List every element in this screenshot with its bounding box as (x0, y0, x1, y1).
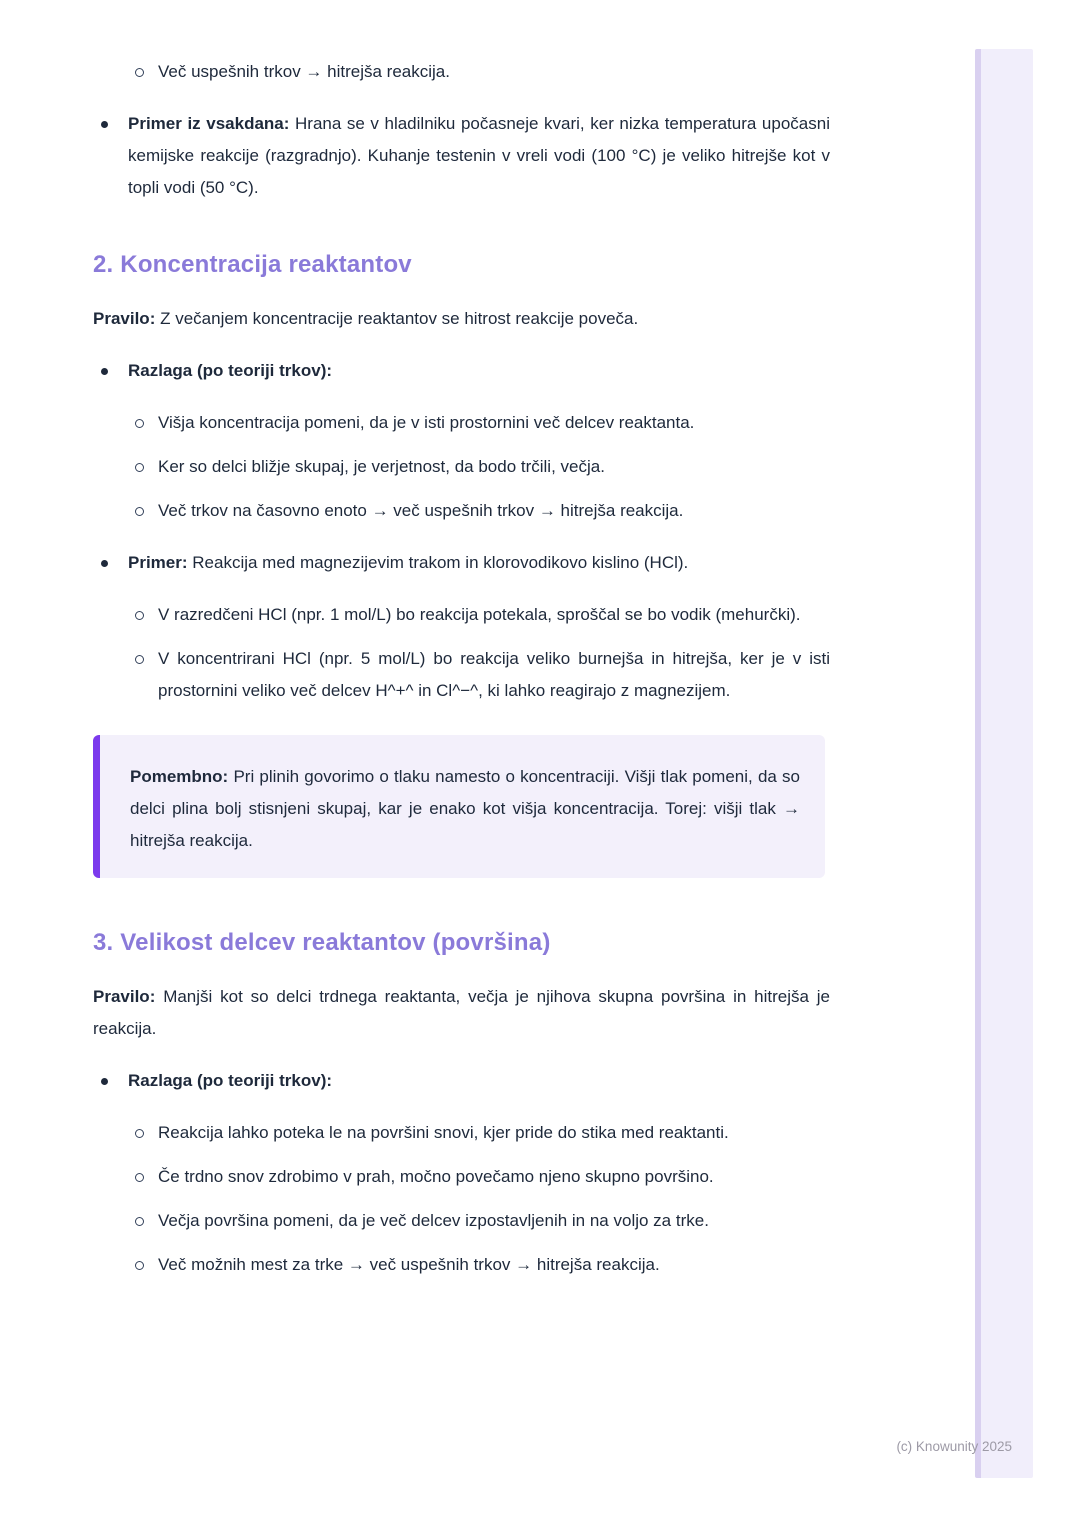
circle-bullet-icon (93, 1161, 158, 1193)
circle-bullet-icon (93, 599, 158, 631)
list-item (93, 407, 830, 439)
circle-bullet-icon (93, 643, 158, 675)
callout-body: Pri plinih govorimo o tlaku namesto o koncentraciji. Višji tlak pomeni, da so delci plina bolj stisnjeni skupaj, kar je enako kot višja koncentracija. Torej: višji tlak → hitrejša reakcija. (130, 767, 800, 850)
list-item (93, 355, 830, 387)
watermark: (c) Knowunity 2025 (896, 1439, 1012, 1454)
list-item-text: Več možnih mest za trke → več uspešnih trkov → hitrejša reakcija. (158, 1255, 660, 1274)
list-item-text: Višja koncentracija pomeni, da je v isti prostornini več delcev reaktanta. (158, 413, 695, 432)
rule-text: Manjši kot so delci trdnega reaktanta, večja je njihova skupna površina in hitrejša je reakcija. (93, 987, 830, 1038)
rule-label: Pravilo: (93, 309, 156, 328)
callout-text (130, 761, 800, 857)
list-item-text: Reakcija lahko poteka le na površini snovi, kjer pride do stika med reaktanti. (158, 1123, 729, 1142)
list-item (93, 1065, 830, 1097)
section-2-heading: 2. Koncentracija reaktantov (93, 251, 412, 278)
list-item (93, 643, 830, 707)
list-item (93, 547, 830, 579)
list-item (93, 495, 830, 527)
document-content (93, 56, 830, 1293)
rule-paragraph (93, 981, 830, 1045)
example-label: Primer iz vsakdana: (128, 114, 290, 133)
list-item-text: V razredčeni HCl (npr. 1 mol/L) bo reakcija potekala, sproščal se bo vodik (mehurčki). (158, 605, 801, 624)
page-edge-stripe (975, 49, 1033, 1478)
callout-label: Pomembno: (130, 767, 229, 786)
explanation-label: Razlaga (po teoriji trkov): (128, 1071, 333, 1090)
rule-paragraph (93, 303, 830, 335)
list-item (93, 108, 830, 204)
list-item (93, 599, 830, 631)
list-item-text: V koncentrirani HCl (npr. 5 mol/L) bo reakcija veliko burnejša in hitrejša, ker je v isti prostornini veliko več delcev H^+^ in Cl^−^, ki lahko reagirajo z magnezijem. (158, 649, 830, 700)
circle-bullet-icon (93, 56, 158, 88)
list-item (93, 1117, 830, 1149)
list-item (93, 451, 830, 483)
circle-bullet-icon (93, 1117, 158, 1149)
circle-bullet-icon (93, 1205, 158, 1237)
list-item-text: Če trdno snov zdrobimo v prah, močno povečamo njeno skupno površino. (158, 1167, 714, 1186)
dot-bullet-icon (93, 108, 128, 140)
list-item-text: Ker so delci bližje skupaj, je verjetnost, da bodo trčili, večja. (158, 457, 605, 476)
circle-bullet-icon (93, 495, 158, 527)
list-item-text (128, 355, 830, 387)
example-text: Reakcija med magnezijevim trakom in klorovodikovo kislino (HCl). (192, 553, 689, 572)
list-item-text (128, 547, 830, 579)
example-text: Hrana se v hladilniku počasneje kvari, ker nizka temperatura upočasni kemijske reakcije (razgradnjo). Kuhanje testenin v vreli vodi (100 °C) je veliko hitrejše kot v topli vodi (50 °C). (128, 114, 830, 197)
list-item-text (128, 1065, 830, 1097)
list-item-text: Več uspešnih trkov → hitrejša reakcija. (158, 62, 450, 81)
rule-text: Z večanjem koncentracije reaktantov se hitrost reakcije poveča. (160, 309, 639, 328)
dot-bullet-icon (93, 1065, 128, 1097)
circle-bullet-icon (93, 451, 158, 483)
callout-box (93, 735, 825, 878)
dot-bullet-icon (93, 355, 128, 387)
list-item-text: Več trkov na časovno enoto → več uspešnih trkov → hitrejša reakcija. (158, 501, 684, 520)
list-item (93, 1205, 830, 1237)
circle-bullet-icon (93, 407, 158, 439)
list-item-text (128, 108, 830, 204)
list-item-text: Večja površina pomeni, da je več delcev izpostavljenih in na voljo za trke. (158, 1211, 709, 1230)
rule-label: Pravilo: (93, 987, 156, 1006)
list-item (93, 56, 830, 88)
section-3-heading: 3. Velikost delcev reaktantov (površina) (93, 929, 551, 956)
list-item (93, 1249, 830, 1281)
example-label: Primer: (128, 553, 188, 572)
list-item (93, 1161, 830, 1193)
circle-bullet-icon (93, 1249, 158, 1281)
dot-bullet-icon (93, 547, 128, 579)
explanation-label: Razlaga (po teoriji trkov): (128, 361, 333, 380)
